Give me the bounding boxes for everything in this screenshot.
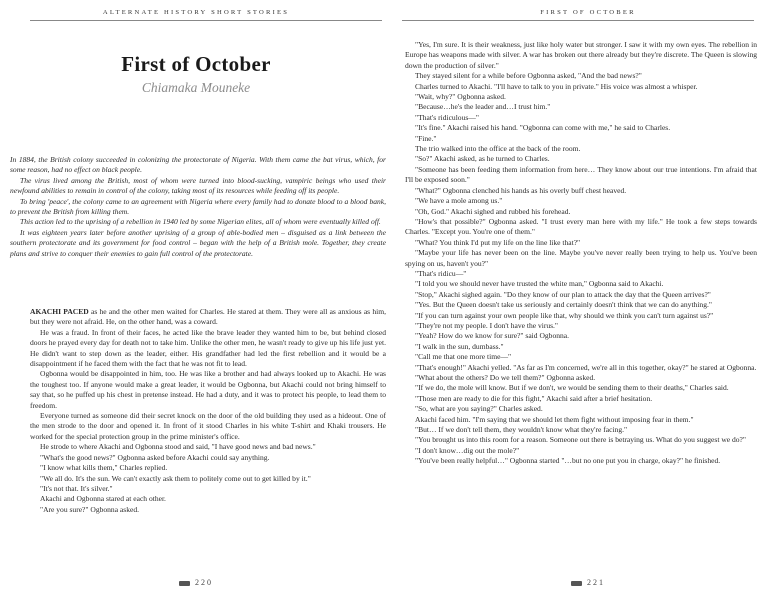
story-paragraph: "You've been really helpful…" Ogbonna started "…but no one put you in charge, okay?" he finished. <box>415 456 721 466</box>
story-paragraph: "What? You think I'd put my life on the line like that?" <box>415 237 581 247</box>
story-paragraph: "It's fine." Akachi raised his hand. "Ogbonna can come with me," he said to Charles. <box>415 123 671 133</box>
story-paragraph: Akachi and Ogbonna stared at each other. <box>40 494 166 504</box>
page-footer-right <box>392 578 784 587</box>
intro-text <box>10 155 386 259</box>
story-paragraph: "Because…he's the leader and…I trust him." <box>415 102 551 112</box>
story-paragraph: "That's ridicu—" <box>415 268 467 278</box>
story-paragraph: "Are you sure?" Ogbonna asked. <box>40 504 140 514</box>
story-paragraph: "They're not my people. I don't have the virus." <box>415 320 559 330</box>
story-paragraph: "What?" Ogbonna clenched his hands as his overly buff chest heaved. <box>415 185 627 195</box>
story-paragraph: "You brought us into this room for a reason. Someone out there is betraying us. What do you suggest we do?" <box>415 435 746 445</box>
story-paragraph: "Oh, God." Akachi sighed and rubbed his forehead. <box>415 206 571 216</box>
story-opening-text: as he and the other men waited for Charles. He stared at them. They were all as anxious as him, but they were not afraid. He, on the other hand, was a coward. <box>30 307 386 327</box>
intro-paragraph: To bring 'peace', the colony came to an agreement with Nigeria where every family had to donate blood to a blood bank, to prevent the British from killing them. <box>10 196 386 217</box>
story-paragraph: "Someone has been feeding them information from here… They know about our true intentions. I'm afraid that I'll be exposed soon." <box>405 164 757 185</box>
page-number-right: 221 <box>587 578 605 587</box>
story-paragraph: "Yes. But the Queen doesn't take us seriously and certainly doesn't think that we can do anything." <box>415 300 712 310</box>
story-paragraph: "Call me that one more time—" <box>415 352 512 362</box>
intro-paragraph: It was eighteen years later before another uprising of a group of able-bodied men – disguised as a link between the southern protectorate and its government for food control – began with the help of a British mole. Together, they create plans and strive to conquer their enemies to gain full control of the protectorate. <box>10 227 386 258</box>
story-paragraph: "We all do. It's the sun. We can't exactly ask them to politely come out to get killed by it." <box>40 473 311 483</box>
story-paragraph: "If we do, the mole will know. But if we don't, we would be sending them to their deaths," Charles said. <box>415 383 729 393</box>
story-lead-in: AKACHI PACED <box>30 307 89 316</box>
story-paragraph: Ogbonna would be disappointed in him, too. He was like a brother and had always looked up to Akachi. He was the toughest too. If anyone would make a great leader, it would be Ogbonna, but Akachi could not bring himself to say that, so he puffed up his chest in pretense instead. He had a duty, and it was to protect his people, to lead them to freedom. <box>30 369 386 410</box>
page-footer-left <box>0 578 392 587</box>
right-page <box>392 0 784 600</box>
story-paragraph: "So, what are you saying?" Charles asked. <box>415 404 543 414</box>
story-paragraph: "Those men are ready to die for this fight," Akachi said after a brief hesitation. <box>415 393 653 403</box>
header-rule-right <box>402 20 754 21</box>
story-paragraph: "Fine." <box>415 133 437 143</box>
story-paragraph: "Wait, why?" Ogbonna asked. <box>415 92 506 102</box>
intro-paragraph: In 1884, the British colony succeeded in colonizing the protectorate of Nigeria. With them came the bat virus, which, for some reason, had no effect on black people. <box>10 155 386 175</box>
story-opening-paragraph <box>30 307 386 328</box>
running-header-right: FIRST OF OCTOBER <box>540 9 636 16</box>
story-paragraph: He strode to where Akachi and Ogbonna stood and said, "I have good news and bad news." <box>40 442 316 452</box>
story-paragraph: "Maybe your life has never been on the line. Maybe you've never really been trying to help us. You've been spying on us, haven't you?" <box>405 248 757 268</box>
running-header-left: ALTERNATE HISTORY SHORT STORIES <box>102 9 290 16</box>
page-number-left: 220 <box>195 578 213 587</box>
story-paragraph: Everyone turned as someone did their secret knock on the door of the old building they used as a hideout. One of the men strode to the door and opened it. In front of it stood Charles in his white T-shirt and Khaki trousers. He worked for the special protection group in the prime minister's office. <box>30 411 386 441</box>
story-paragraph: The trio walked into the office at the back of the room. <box>415 144 581 154</box>
story-paragraph: "How's that possible?" Ogbonna asked. "I trust every man here with my life." He took a few steps towards Charles. "Except you. You're one of them." <box>405 216 757 237</box>
story-paragraph: "If you can turn against your own people like that, why should we think you can't turn against us?" <box>415 310 714 320</box>
story-paragraph: "I walk in the sun, dumbass." <box>415 341 504 351</box>
story-author: Chiamaka Mouneke <box>141 80 251 95</box>
intro-paragraph: The virus lived among the British, most of whom were turned into blood-sucking, vampiric beings who used their newfound abilities to remain in control of the colony, taking most of its resources while feeding off its people. <box>10 175 386 196</box>
page-ornament-icon <box>179 581 190 586</box>
intro-paragraph: This action led to the uprising of a rebellion in 1940 led by some Nigerian elites, all of whom were eventually killed off. <box>20 217 381 227</box>
story-paragraph: Akachi faced him. "I'm saying that we should let them fight without imposing fear in them." <box>415 414 694 424</box>
story-continued-text <box>405 40 757 467</box>
story-paragraph: He was a fraud. In front of their faces, he acted like the brave leader they wanted him to be, but behind closed doors he prayed every day for death not to take him. Unlike the other men, he wasn't ready to give up his life just yet. He didn't want to step down as the leader, either. His grandfather had led the first rebellion and it would be a disappointment if he faced them with the fact that he was not fit to lead. <box>30 327 386 369</box>
story-paragraph: "I know what kills them," Charles replied. <box>40 463 168 473</box>
story-paragraph: "That's ridiculous—" <box>415 112 479 122</box>
story-paragraph: Charles turned to Akachi. "I'll have to talk to you in private." His voice was almost a whisper. <box>415 81 698 91</box>
story-paragraph: "So?" Akachi asked, as he turned to Charles. <box>415 154 550 164</box>
story-paragraph: "Stop," Akachi sighed again. "Do they know of our plan to attack the day that the Queen arrives?" <box>415 289 711 299</box>
story-paragraph: "We have a mole among us." <box>415 196 503 206</box>
header-rule-left <box>30 20 382 21</box>
story-paragraph: "I don't know…dig out the mole?" <box>415 445 520 455</box>
story-paragraph: They stayed silent for a while before Ogbonna asked, "And the bad news?" <box>415 71 642 81</box>
story-title: First of October <box>121 52 271 76</box>
page-ornament-icon <box>571 581 582 586</box>
story-paragraph: "That's enough!" Akachi yelled. "As far as I'm concerned, we're all in this together, okay?" he stared at Ogbonna. <box>415 362 757 372</box>
story-paragraph: "But… If we don't tell them, they wouldn't know what they're facing." <box>415 425 628 435</box>
story-paragraph: "I told you we should never have trusted the white man," Ogbonna said to Akachi. <box>415 279 664 289</box>
story-paragraph: "Yes, I'm sure. It is their weakness, just like holy water but stronger. I saw it with my own eyes. The rebellion in Europe has weapons made with silver. A war has broken out there already but they're discrete. The Queen is slowing down the production of silver." <box>405 40 757 70</box>
story-paragraph: "Yeah? How do we know for sure?" said Ogbonna. <box>415 331 569 341</box>
story-text <box>30 307 386 515</box>
story-paragraph: "It's not that. It's silver." <box>40 483 113 493</box>
story-paragraph: "What about the others? Do we tell them?" Ogbonna asked. <box>415 373 596 382</box>
story-paragraph: "What's the good news?" Ogbonna asked before Akachi could say anything. <box>40 452 270 462</box>
